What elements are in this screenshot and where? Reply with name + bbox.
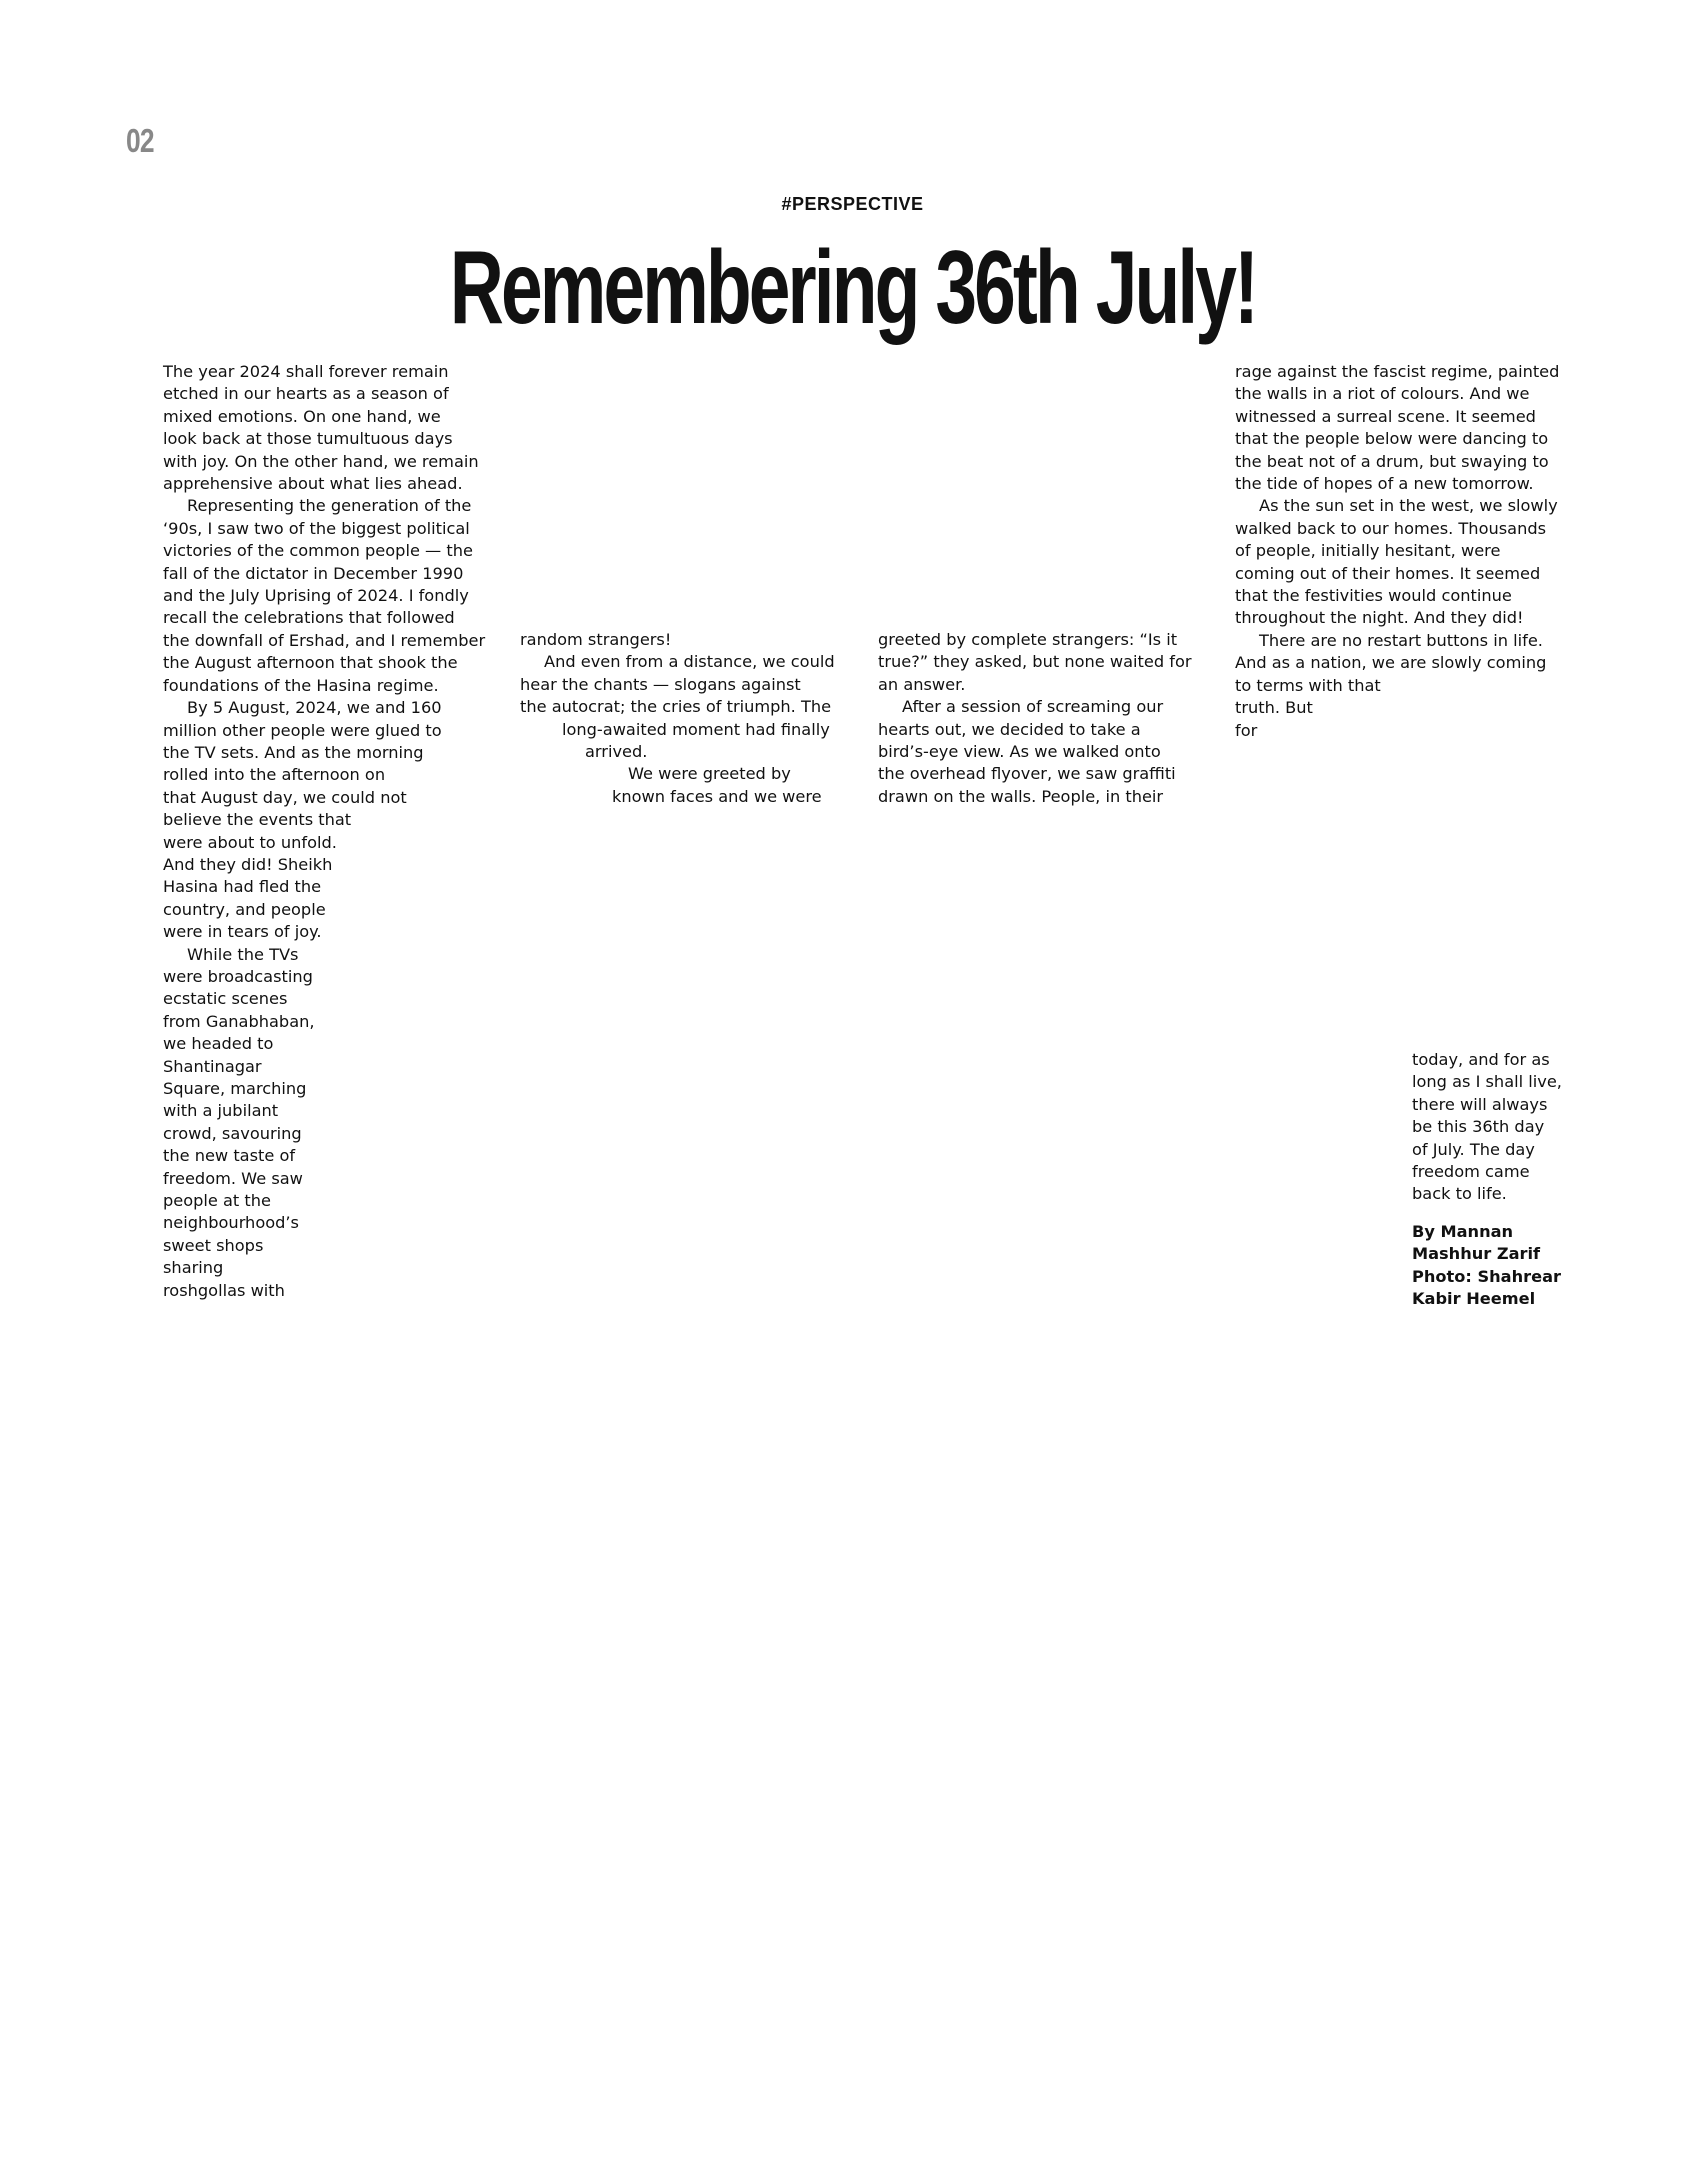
text-line: arrived. — [585, 742, 648, 762]
text-line: Square, marching — [163, 1079, 307, 1098]
text-line: the walls in a riot of colours. And we — [1235, 384, 1530, 404]
text-line: roshgollas with — [163, 1280, 285, 1300]
text-line: Mashhur Zarif — [1412, 1244, 1541, 1264]
text-line: the new taste of — [163, 1146, 296, 1166]
text-line: the downfall of Ershad, and I remember — [163, 630, 486, 650]
text-line: neighbourhood’s — [163, 1213, 299, 1233]
article-column-2 — [520, 629, 835, 808]
text-line: hearts out, we decided to take a — [878, 719, 1141, 739]
text-line: of people, initially hesitant, were — [1235, 541, 1501, 561]
text-line: that August day, we could not — [163, 787, 407, 807]
text-line: an answer. — [878, 674, 966, 694]
text-line: were about to unfold. — [163, 832, 337, 852]
text-line: crowd, savouring — [163, 1123, 302, 1143]
text-line: long-awaited moment had finally — [562, 719, 830, 739]
text-line: sharing — [163, 1258, 224, 1278]
text-line: country, and people — [163, 899, 326, 919]
text-line: there will always — [1412, 1094, 1548, 1114]
text-line: for — [1235, 720, 1258, 740]
text-line: rage against the fascist regime, painted — [1235, 362, 1560, 381]
text-line: ‘90s, I saw two of the biggest political — [163, 518, 470, 538]
text-line: The year 2024 shall forever remain — [163, 362, 449, 381]
text-line: that the people below were dancing to — [1235, 429, 1549, 449]
text-line: the tide of hopes of a new tomorrow. — [1235, 474, 1534, 494]
text-line: freedom. We saw — [163, 1168, 303, 1188]
text-line: and the July Uprising of 2024. I fondly — [163, 586, 469, 606]
text-line: After a session of screaming our — [902, 697, 1164, 717]
text-line: truth. But — [1235, 698, 1313, 718]
text-line: rolled into the afternoon on — [163, 765, 386, 785]
text-line: true?” they asked, but none waited for — [878, 652, 1192, 672]
text-line: back to life. — [1412, 1184, 1507, 1204]
text-line: As the sun set in the west, we slowly — [1259, 496, 1558, 516]
text-line: coming out of their homes. It seemed — [1235, 563, 1541, 583]
text-line: to terms with that — [1235, 675, 1381, 695]
text-line: be this 36th day — [1412, 1117, 1545, 1137]
text-line: known faces and we were — [612, 786, 822, 806]
text-line: victories of the common people — the — [163, 541, 473, 561]
text-line: apprehensive about what lies ahead. — [163, 474, 463, 494]
text-line: people at the — [163, 1191, 271, 1211]
text-line: random strangers! — [520, 630, 672, 649]
text-line: believe the events that — [163, 810, 352, 830]
text-line: look back at those tumultuous days — [163, 429, 453, 449]
text-line: Photo: Shahrear — [1412, 1266, 1561, 1286]
headline-text: Remembering 36th July! — [449, 230, 1256, 346]
section-kicker: #PERSPECTIVE — [781, 194, 924, 214]
article-column-4 — [1235, 361, 1559, 742]
text-line: And they did! Sheikh — [163, 854, 333, 874]
text-line: Shantinagar — [163, 1056, 262, 1076]
text-line: walked back to our homes. Thousands — [1235, 518, 1547, 538]
text-line: ecstatic scenes — [163, 989, 288, 1009]
text-line: throughout the night. And they did! — [1235, 608, 1524, 628]
text-line: freedom came — [1412, 1162, 1530, 1182]
text-line: with a jubilant — [163, 1101, 279, 1121]
text-line: bird’s-eye view. As we walked onto — [878, 742, 1161, 762]
text-line: million other people were glued to — [163, 720, 442, 740]
text-line: were broadcasting — [163, 966, 313, 986]
text-line: Kabir Heemel — [1412, 1289, 1536, 1309]
text-line: mixed emotions. On one hand, we — [163, 406, 441, 426]
text-line: the overhead flyover, we saw graffiti — [878, 764, 1176, 784]
text-line: witnessed a surreal scene. It seemed — [1235, 406, 1536, 426]
text-line: And as a nation, we are slowly coming — [1235, 653, 1547, 673]
text-line: sweet shops — [163, 1235, 264, 1255]
text-line: There are no restart buttons in life. — [1259, 630, 1543, 650]
text-line: Representing the generation of the — [187, 496, 472, 516]
text-line: the autocrat; the cries of triumph. The — [520, 697, 832, 717]
page-number: 02 — [126, 122, 154, 159]
text-line: we headed to — [163, 1034, 274, 1054]
text-line: By 5 August, 2024, we and 160 — [187, 698, 442, 718]
article-column-1 — [163, 361, 485, 1302]
article-column-5 — [1412, 1049, 1562, 1206]
text-line: long as I shall live, — [1412, 1072, 1562, 1092]
text-line: today, and for as — [1412, 1050, 1550, 1069]
text-line: While the TVs — [187, 944, 299, 964]
text-line: And even from a distance, we could — [544, 652, 835, 672]
text-line: greeted by complete strangers: “Is it — [878, 630, 1178, 649]
byline — [1412, 1221, 1561, 1311]
text-line: drawn on the walls. People, in their — [878, 786, 1164, 806]
text-line: foundations of the Hasina regime. — [163, 675, 439, 695]
headline — [0, 228, 1705, 348]
text-line: that the festivities would continue — [1235, 586, 1512, 606]
text-line: fall of the dictator in December 1990 — [163, 563, 464, 583]
text-line: of July. The day — [1412, 1139, 1535, 1159]
text-line: recall the celebrations that followed — [163, 608, 455, 628]
article-column-3 — [878, 629, 1192, 808]
text-line: the beat not of a drum, but swaying to — [1235, 451, 1549, 471]
text-line: We were greeted by — [628, 764, 791, 784]
text-line: from Ganabhaban, — [163, 1011, 315, 1031]
text-line: By Mannan — [1412, 1222, 1514, 1241]
text-line: Hasina had fled the — [163, 877, 322, 897]
text-line: with joy. On the other hand, we remain — [163, 451, 479, 471]
text-line: etched in our hearts as a season of — [163, 384, 449, 404]
text-line: the August afternoon that shook the — [163, 653, 458, 673]
text-line: were in tears of joy. — [163, 922, 322, 942]
text-line: the TV sets. And as the morning — [163, 742, 424, 762]
text-line: hear the chants — slogans against — [520, 674, 801, 694]
